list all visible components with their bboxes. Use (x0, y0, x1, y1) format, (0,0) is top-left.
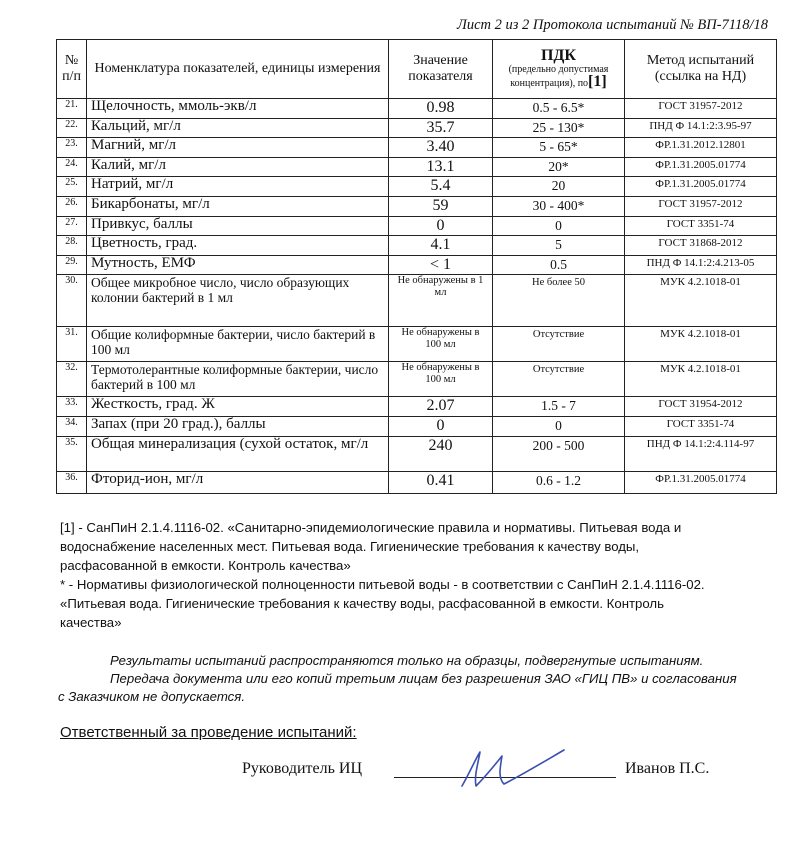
row-number: 21. (57, 99, 87, 119)
footnote-2-line-2: «Питьевая вода. Гигиенические требования к качеству воды, расфасованной в емкости. Контроль (60, 596, 664, 611)
responsible-label: Ответственный за проведение испытаний: (60, 724, 357, 741)
signatory-role: Руководитель ИЦ (242, 760, 363, 777)
test-method: ФР.1.31.2005.01774 (625, 177, 777, 197)
table-row (57, 177, 777, 197)
table-row (57, 138, 777, 158)
pdk-title: ПДК (540, 47, 577, 64)
indicator-name: Щелочность, ммоль-экв/л (87, 99, 389, 119)
test-method: ГОСТ 31868-2012 (625, 236, 777, 256)
row-number: 24. (57, 157, 87, 177)
indicator-value: 4.1 (389, 236, 493, 256)
col-header-name: Номенклатура показателей, единицы измерения (87, 40, 389, 99)
indicator-name: Общая минерализация (сухой остаток, мг/л (87, 436, 389, 471)
table-row (57, 216, 777, 236)
footnotes (60, 518, 772, 632)
test-method: МУК 4.2.1018-01 (625, 327, 777, 362)
signatory-name: Иванов П.С. (625, 760, 710, 777)
indicator-value: 5.4 (389, 177, 493, 197)
table-row (57, 436, 777, 471)
indicator-name: Запах (при 20 град.), баллы (87, 416, 389, 436)
indicator-name: Мутность, ЕМФ (87, 255, 389, 275)
disclaimer-line-2: Передача документа или его копий третьим лицам без разрешения ЗАО «ГИЦ ПВ» и согласования (110, 671, 737, 686)
row-number: 36. (57, 471, 87, 493)
table-row (57, 471, 777, 493)
pdk-limit: Не более 50 (493, 275, 625, 327)
indicator-value: Не обнаружены в 100 мл (389, 327, 493, 362)
handwritten-signature (440, 746, 570, 792)
pdk-limit: 0.5 - 6.5* (493, 99, 625, 119)
table-row (57, 196, 777, 216)
indicator-name: Общее микробное число, число образующих колонии бактерий в 1 мл (87, 275, 389, 327)
pdk-limit: 0 (493, 416, 625, 436)
table-row (57, 157, 777, 177)
test-method: ФР.1.31.2005.01774 (625, 471, 777, 493)
indicator-name: Привкус, баллы (87, 216, 389, 236)
pdk-limit: 0.6 - 1.2 (493, 471, 625, 493)
test-method: ГОСТ 31957-2012 (625, 99, 777, 119)
pdk-footnote-ref: [1] (588, 73, 607, 90)
indicator-value: Не обнаружены в 100 мл (389, 362, 493, 397)
row-number: 35. (57, 436, 87, 471)
footnote-2-line-1: * - Нормативы физиологической полноценности питьевой воды - в соответствии с СанПиН 2.1.4.1116-02. (60, 577, 705, 592)
indicator-name: Фторид-ион, мг/л (87, 471, 389, 493)
table-row (57, 118, 777, 138)
pdk-subtitle-text: (предельно допустимая концентрация), по (508, 64, 609, 89)
indicator-value: 13.1 (389, 157, 493, 177)
row-number: 22. (57, 118, 87, 138)
indicator-value: < 1 (389, 255, 493, 275)
pdk-limit: 5 - 65* (493, 138, 625, 158)
row-number: 31. (57, 327, 87, 362)
row-number: 32. (57, 362, 87, 397)
table-row (57, 397, 777, 417)
indicator-name: Магний, мг/л (87, 138, 389, 158)
pdk-limit: 20* (493, 157, 625, 177)
test-method: ФР.1.31.2012.12801 (625, 138, 777, 158)
indicator-name: Цветность, град. (87, 236, 389, 256)
pdk-limit: 0.5 (493, 255, 625, 275)
row-number: 29. (57, 255, 87, 275)
indicator-value: Не обнаружены в 1 мл (389, 275, 493, 327)
indicator-name: Натрий, мг/л (87, 177, 389, 197)
pdk-limit: 30 - 400* (493, 196, 625, 216)
pdk-limit: Отсутствие (493, 362, 625, 397)
table-row (57, 327, 777, 362)
table-row (57, 236, 777, 256)
test-method: ПНД Ф 14.1:2:3.95-97 (625, 118, 777, 138)
disclaimer-line-1: Результаты испытаний распространяются только на образцы, подвергнутые испытаниям. (110, 653, 704, 668)
indicator-name: Термотолерантные колиформные бактерии, число бактерий в 100 мл (87, 362, 389, 397)
test-method: ГОСТ 31957-2012 (625, 196, 777, 216)
footnote-2-line-3: качества» (60, 615, 122, 630)
row-number: 25. (57, 177, 87, 197)
row-number: 34. (57, 416, 87, 436)
col-header-value: Значение показателя (389, 40, 493, 99)
disclaimer (58, 652, 776, 706)
disclaimer-line-3: с Заказчиком не допускается. (58, 689, 245, 704)
indicator-value: 2.07 (389, 397, 493, 417)
test-method: МУК 4.2.1018-01 (625, 362, 777, 397)
test-method: ГОСТ 3351-74 (625, 416, 777, 436)
test-method: ПНД Ф 14.1:2:4.114-97 (625, 436, 777, 471)
row-number: 26. (57, 196, 87, 216)
table-row (57, 416, 777, 436)
pdk-limit: 25 - 130* (493, 118, 625, 138)
indicator-value: 59 (389, 196, 493, 216)
pdk-limit: 0 (493, 216, 625, 236)
footnote-1-line-1: [1] - СанПиН 2.1.4.1116-02. «Санитарно-эпидемиологические правила и нормативы. Питьевая вода и (60, 520, 682, 535)
table-row (57, 275, 777, 327)
indicator-value: 0.41 (389, 471, 493, 493)
indicator-name: Жесткость, град. Ж (87, 397, 389, 417)
indicator-value: 3.40 (389, 138, 493, 158)
indicator-value: 240 (389, 436, 493, 471)
results-table (56, 39, 777, 494)
test-method: МУК 4.2.1018-01 (625, 275, 777, 327)
pdk-limit: Отсутствие (493, 327, 625, 362)
indicator-name: Общие колиформные бактерии, число бактерий в 100 мл (87, 327, 389, 362)
table-row (57, 255, 777, 275)
pdk-limit: 5 (493, 236, 625, 256)
col-header-pdk (493, 40, 625, 99)
row-number: 30. (57, 275, 87, 327)
row-number: 23. (57, 138, 87, 158)
indicator-value: 35.7 (389, 118, 493, 138)
signature-block (60, 760, 772, 800)
row-number: 27. (57, 216, 87, 236)
test-method: ФР.1.31.2005.01774 (625, 157, 777, 177)
indicator-value: 0 (389, 216, 493, 236)
indicator-name: Калий, мг/л (87, 157, 389, 177)
footnote-1-line-3: расфасованной в емкости. Контроль качества» (60, 558, 351, 573)
row-number: 28. (57, 236, 87, 256)
indicator-value: 0 (389, 416, 493, 436)
pdk-subtitle (497, 64, 620, 90)
footnote-1-line-2: водоснабжение населенных мест. Питьевая вода. Гигиенические требования к качеству воды, (60, 539, 640, 554)
test-method: ГОСТ 3351-74 (625, 216, 777, 236)
test-method: ПНД Ф 14.1:2:4.213-05 (625, 255, 777, 275)
pdk-limit: 1.5 - 7 (493, 397, 625, 417)
table-row (57, 99, 777, 119)
col-header-method: Метод испытаний (ссылка на НД) (625, 40, 777, 99)
row-number: 33. (57, 397, 87, 417)
indicator-value: 0.98 (389, 99, 493, 119)
table-header-row (57, 40, 777, 99)
indicator-name: Кальций, мг/л (87, 118, 389, 138)
test-method: ГОСТ 31954-2012 (625, 397, 777, 417)
indicator-name: Бикарбонаты, мг/л (87, 196, 389, 216)
pdk-limit: 20 (493, 177, 625, 197)
pdk-limit: 200 - 500 (493, 436, 625, 471)
col-header-num: № п/п (57, 40, 87, 99)
table-row (57, 362, 777, 397)
page-header: Лист 2 из 2 Протокола испытаний № ВП-7118/18 (457, 17, 768, 33)
